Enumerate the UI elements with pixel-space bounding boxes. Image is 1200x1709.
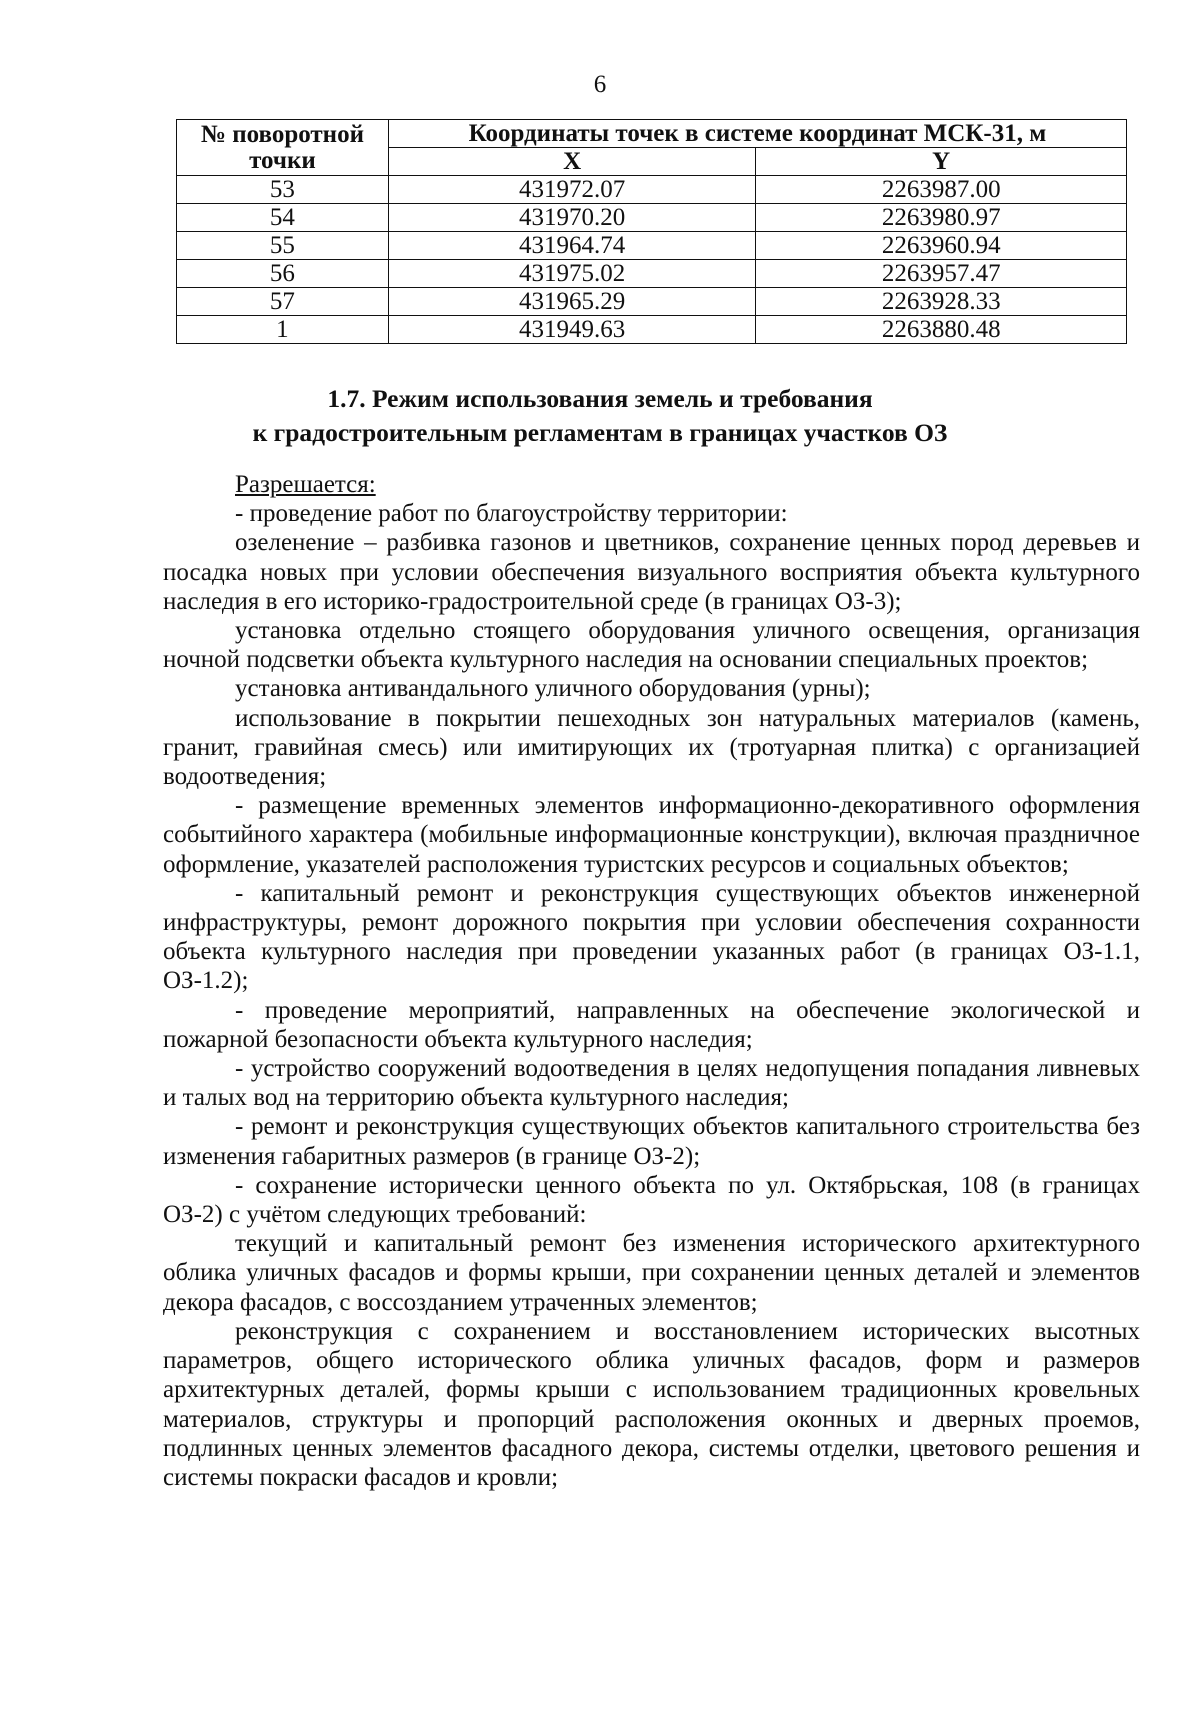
cell-y: 2263880.48 xyxy=(756,316,1127,344)
paragraph: - устройство сооружений водоотведения в целях недопущения попадания ливневых и талых вод на территорию объекта культурного наследия; xyxy=(163,1055,1140,1112)
header-coordinates: Координаты точек в системе координат МСК-31, м xyxy=(388,120,1126,148)
paragraph: установка антивандального уличного оборудования (урны); xyxy=(235,675,871,703)
paragraph: - сохранение исторически ценного объекта по ул. Октябрьская, 108 (в границах ОЗ-2) с учётом следующих требований: xyxy=(163,1171,1140,1229)
table-row xyxy=(177,204,1127,232)
table-row xyxy=(177,260,1127,288)
cell-x: 431965.29 xyxy=(388,288,756,316)
header-point-number: № поворотной точки xyxy=(177,120,389,176)
paragraph: текущий и капитальный ремонт без изменения исторического архитектурного облика уличных фасадов и формы крыши, при сохранении ценных деталей и элементов декора фасадов, с воссозданием утраченных элементов; xyxy=(163,1230,1140,1316)
page-number: 6 xyxy=(593,71,607,98)
paragraph: - капитальный ремонт и реконструкция существующих объектов инженерной инфраструктуры, ремонт дорожного покрытия при условии обеспечения сохранности объекта культурного наследия при проведении указанных работ (в границах ОЗ-1.1, ОЗ-1.2); xyxy=(163,879,1140,995)
table-row xyxy=(177,176,1127,204)
cell-x: 431972.07 xyxy=(388,176,756,204)
cell-y: 2263987.00 xyxy=(756,176,1127,204)
permitted-label: Разрешается: xyxy=(235,471,376,498)
paragraph: - размещение временных элементов информационно-декоративного оформления событийного характера (мобильные информационные конструкции), включая праздничное оформление, указателей расположения туристских ресурсов и социальных объектов; xyxy=(163,792,1140,878)
section-title xyxy=(0,382,1200,450)
paragraph: установка отдельно стоящего оборудования уличного освещения, организация ночной подсветки объекта культурного наследия на основании специальных проектов; xyxy=(163,617,1140,674)
permitted-heading xyxy=(163,470,1140,499)
paragraph: реконструкция с сохранением и восстановлением исторических высотных параметров, общего исторического облика уличных фасадов, форм и размеров архитектурных деталей, формы крыши с использованием традиционных кровельных материалов, структуры и пропорций расположения оконных и дверных проемов, подлинных ценных элементов фасадного декора, системы отделки, цветового решения и системы покраски фасадов и кровли; xyxy=(163,1317,1140,1491)
cell-point: 1 xyxy=(177,316,389,344)
paragraph: - ремонт и реконструкция существующих объектов капитального строительства без изменения габаритных размеров (в границе ОЗ-2); xyxy=(163,1113,1140,1170)
paragraph: использование в покрытии пешеходных зон натуральных материалов (камень, гранит, гравийная смесь) или имитирующих их (тротуарная плитка) с организацией водоотведения; xyxy=(163,704,1140,791)
cell-point: 54 xyxy=(177,204,389,232)
cell-x: 431975.02 xyxy=(388,260,756,288)
cell-point: 55 xyxy=(177,232,389,260)
cell-x: 431949.63 xyxy=(388,316,756,344)
cell-y: 2263957.47 xyxy=(756,260,1127,288)
coordinates-table xyxy=(176,119,1127,344)
cell-x: 431964.74 xyxy=(388,232,756,260)
cell-point: 56 xyxy=(177,260,389,288)
section-title-line-2: к градостроительным регламентам в границах участков ОЗ xyxy=(252,418,948,447)
section-title-line-1: 1.7. Режим использования земель и требования xyxy=(327,384,873,413)
cell-y: 2263960.94 xyxy=(756,232,1127,260)
paragraph: озеленение – разбивка газонов и цветников, сохранение ценных пород деревьев и посадка новых при условии обеспечения визуального восприятия объекта культурного наследия в его историко-градостроительной среде (в границах ОЗ-3); xyxy=(163,529,1140,615)
cell-point: 53 xyxy=(177,176,389,204)
cell-point: 57 xyxy=(177,288,389,316)
table-row xyxy=(177,316,1127,344)
cell-x: 431970.20 xyxy=(388,204,756,232)
table-row xyxy=(177,232,1127,260)
paragraph: - проведение мероприятий, направленных на обеспечение экологической и пожарной безопасности объекта культурного наследия; xyxy=(163,996,1140,1053)
body-text xyxy=(163,470,1140,1492)
header-x: X xyxy=(388,148,756,176)
header-y: Y xyxy=(756,148,1127,176)
table-row xyxy=(177,288,1127,316)
cell-y: 2263928.33 xyxy=(756,288,1127,316)
cell-y: 2263980.97 xyxy=(756,204,1127,232)
paragraph: - проведение работ по благоустройству территории: xyxy=(235,500,788,528)
